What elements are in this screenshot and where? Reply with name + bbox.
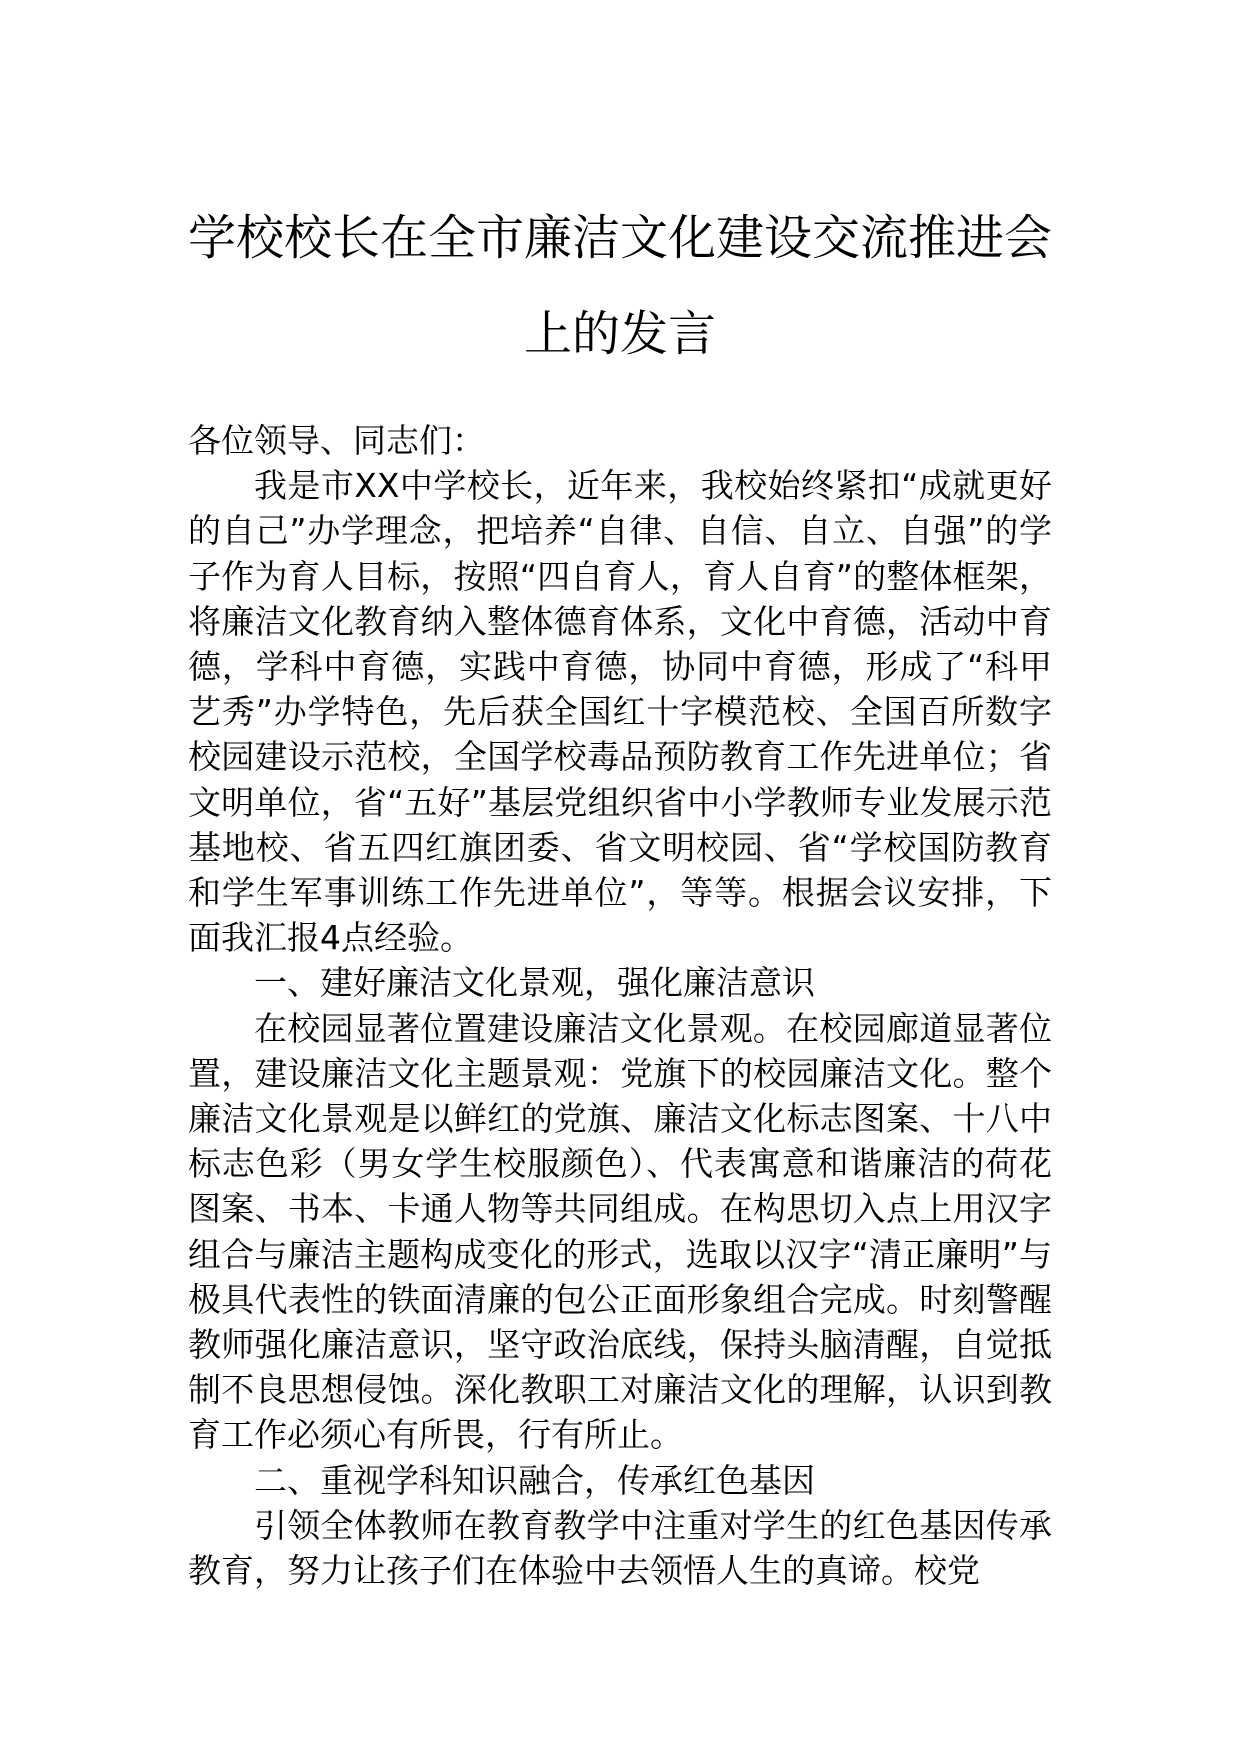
paragraph-intro: 我是市XX中学校长，近年来，我校始终紧扣“成就更好的自己”办学理念，把培养“自律、自信、自立、自强”的学子作为育人目标，按照“四自育人，育人自育”的整体框架，将廉洁文化教育纳入整体德育体系，文化中育德，活动中育德，学科中育德，实践中育德，协同中育德，形成了“科甲艺秀”办学特色，先后获全国红十字模范校、全国百所数字校园建设示范校，全国学校毒品预防教育工作先进单位；省文明单位，省“五好”基层党组织省中小学教师专业发展示范基地校、省五四红旗团委、省文明校园、省“学校国防教育和学生军事训练工作先进单位”，等等。根据会议安排，下面我汇报4点经验。: [188, 466, 1052, 958]
document-title: [188, 190, 1052, 382]
document-page: [188, 190, 1052, 1593]
paragraph-section-2: 引领全体教师在教育教学中注重对学生的红色基因传承教育，努力让孩子们在体验中去领悟人生的真谛。校党: [188, 1505, 1052, 1591]
section-heading-1: 一、建好廉洁文化景观，强化廉洁意识: [254, 963, 815, 1003]
document-body: [188, 418, 1052, 1593]
salutation: 各位领导、同志们：: [188, 421, 485, 460]
title-line-2: 上的发言: [523, 306, 716, 362]
section-heading-2: 二、重视学科知识融合，传承红色基因: [254, 1460, 815, 1500]
paragraph-section-1: 在校园显著位置建设廉洁文化景观。在校园廊道显著位置，建设廉洁文化主题景观：党旗下的校园廉洁文化。整个廉洁文化景观是以鲜红的党旗、廉洁文化标志图案、十八中标志色彩（男女学生校服颜色）、代表寓意和谐廉洁的荷花图案、书本、卡通人物等共同组成。在构思切入点上用汉字组合与廉洁主题构成变化的形式，选取以汉字“清正廉明”与极具代表性的铁面清廉的包公正面形象组合完成。时刻警醒教师强化廉洁意识，坚守政治底线，保持头脑清醒，自觉抵制不良思想侵蚀。深化教职工对廉洁文化的理解，认识到教育工作必须心有所畏，行有所止。: [188, 1008, 1052, 1455]
title-line-1: 学校校长在全市廉洁文化建设交流推进会: [188, 210, 1053, 266]
